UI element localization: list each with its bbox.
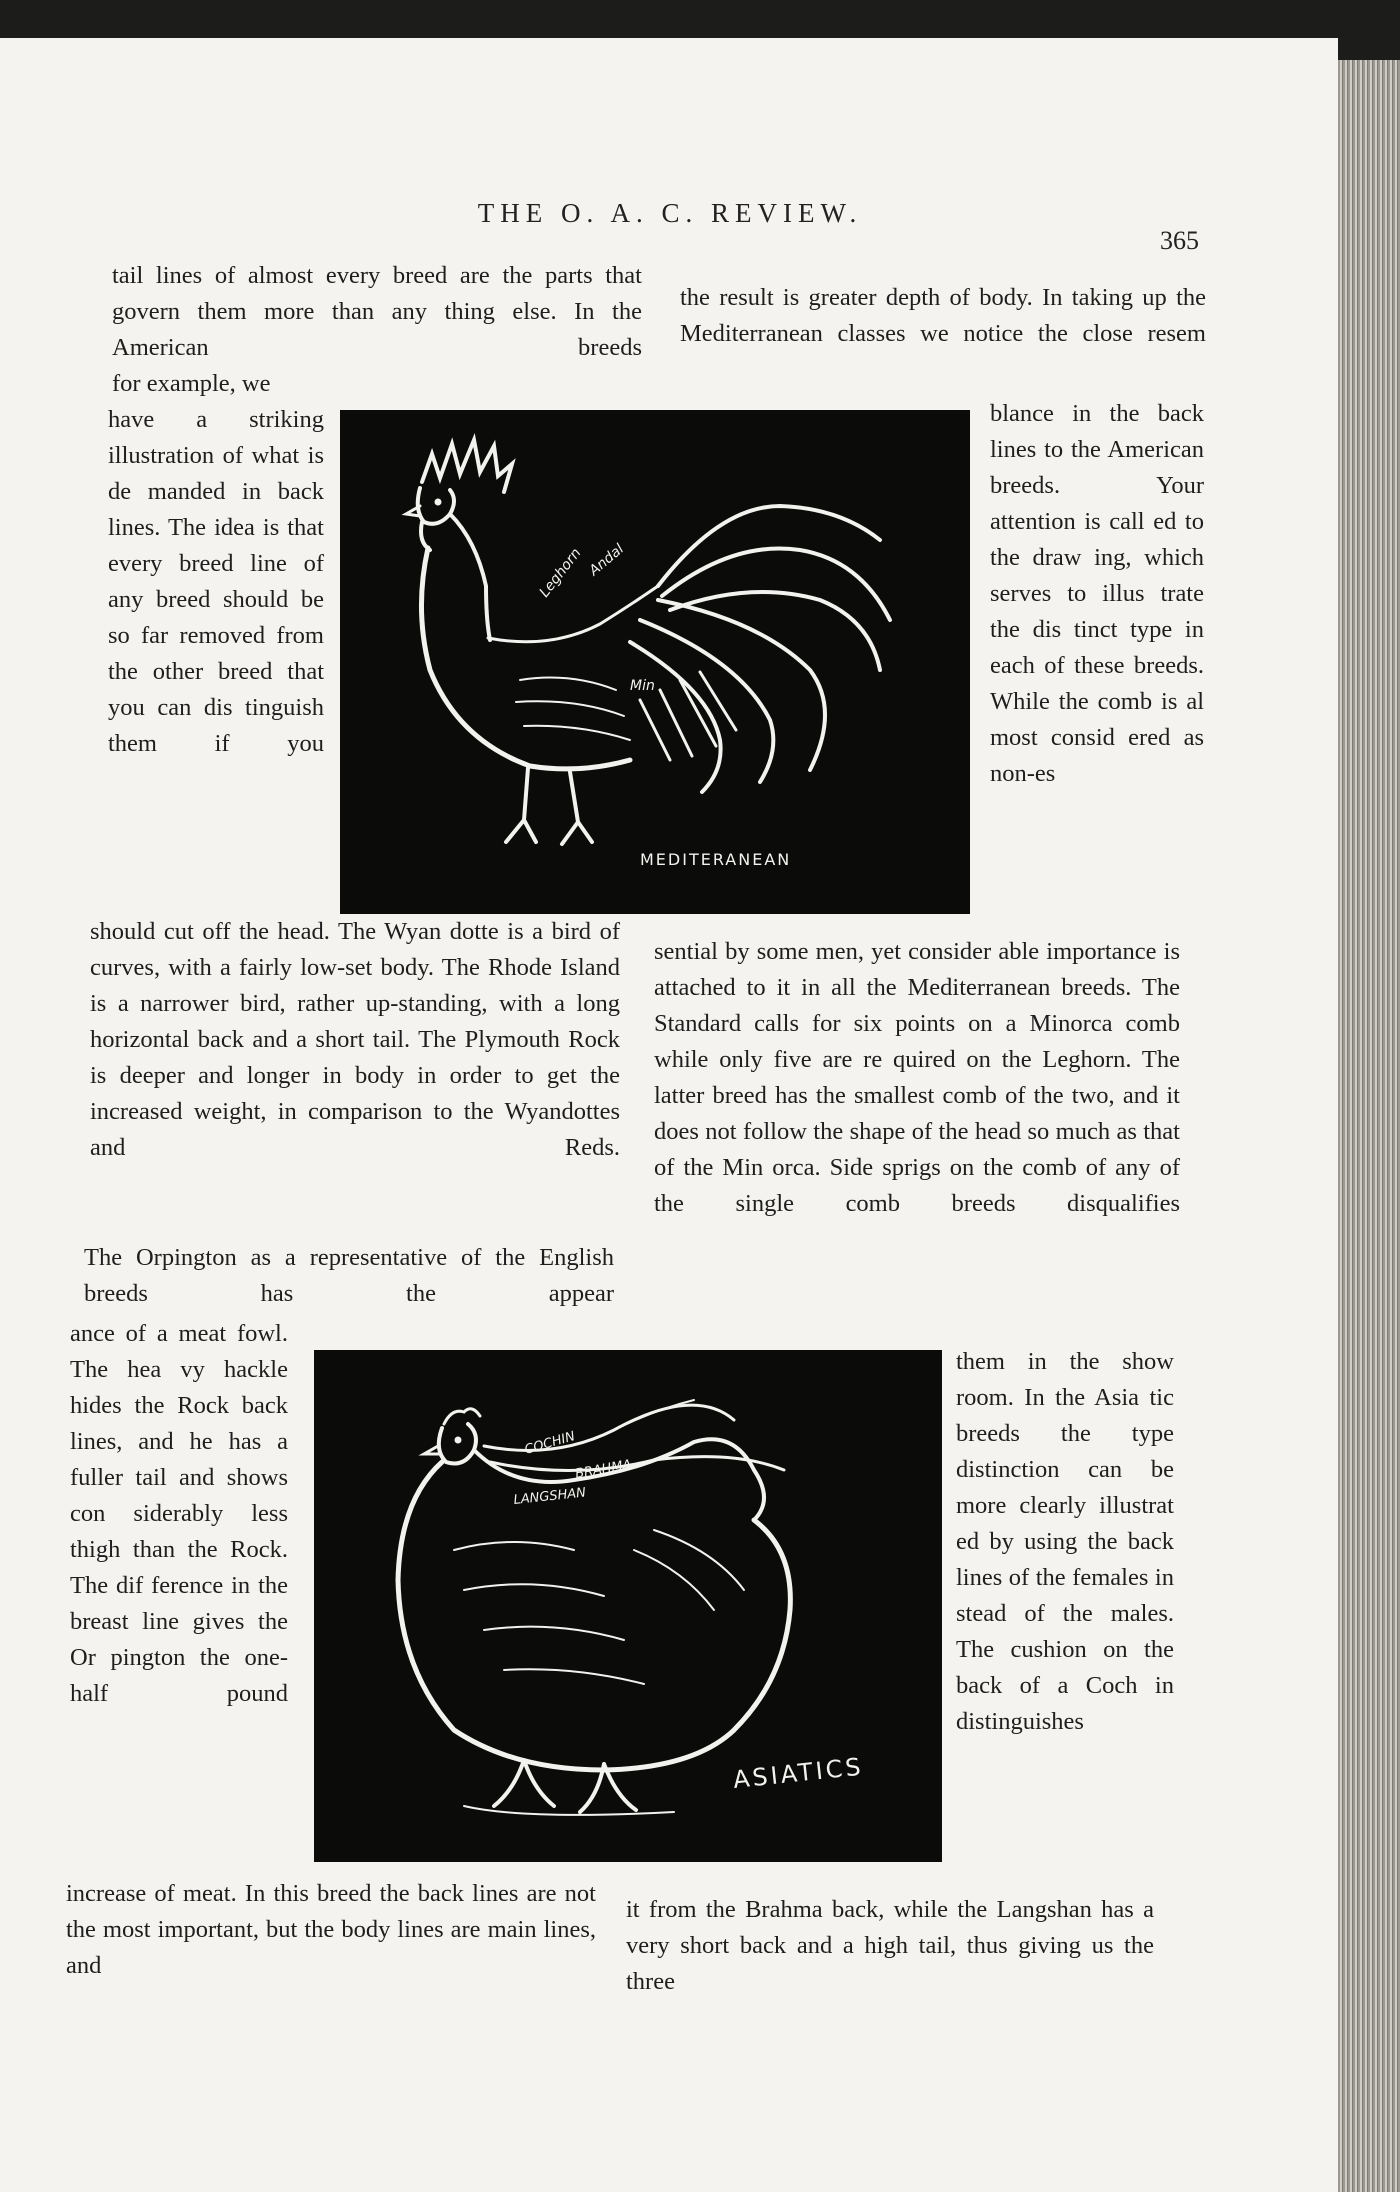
text-right-wrap-bottom: them in the show room. In the Asia tic breeds the type distinction can be more clearly illustrat ed by using the back lines of the females in stead of the males. The cushion on the back of a Coch in distinguishes	[956, 1348, 1174, 1735]
label-min-line: Min	[630, 678, 655, 694]
figure-caption-asiatics: ASIATICS	[731, 1752, 865, 1794]
text-left-wrap-top: have a striking illustration of what is de manded in back lines. The idea is that every breed line of any breed should be so far removed from the other breed that you can dis tinguish them if you	[108, 406, 324, 757]
text-left-bottom: increase of meat. In this breed the back lines are not the most important, but the body lines are main lines, and	[66, 1880, 596, 1979]
label-andal-line: Andal	[586, 541, 628, 580]
rooster-drawing	[340, 410, 970, 914]
text-right-wrap-top: blance in the back lines to the American breeds. Your attention is call ed to the draw ing, which serves to illus trate the dis tinct type in each of these breeds. While the comb is al most consid ered as non-es	[990, 400, 1204, 787]
text-right-intro: the result is greater depth of body. In taking up the Mediterranean classes we notice the close resem	[680, 284, 1206, 347]
text-right-middle: sential by some men, yet consider able importance is attached to it in all the Mediterranean breeds. The Standard calls for six points on a Minorca comb while only five are re quired on the Leghorn. The latter breed has the smallest comb of the two, and it does not follow the shape of the head so much as that of the Min orca. Side sprigs on the comb of any of the single comb breeds disqualifies	[654, 938, 1180, 1217]
label-leghorn-line: Leghorn	[536, 545, 585, 601]
running-title: THE O. A. C. REVIEW.	[477, 198, 863, 228]
hen-drawing	[314, 1350, 942, 1862]
text-left-intro-tail: for example, we	[112, 370, 271, 397]
text-right-bottom: it from the Brahma back, while the Langshan has a very short back and a high tail, thus giving us the three	[626, 1896, 1154, 1995]
page-number: 365	[1160, 226, 1199, 255]
text-left-middle: should cut off the head. The Wyan dotte is a bird of curves, with a fairly low-set body. The Rhode Island is a narrower bird, rather up-standing, with a long horizontal back and a short tail. The Plymouth Rock is deeper and longer in body in order to get the increased weight, in comparison to the Wyandottes and Reds.	[90, 918, 620, 1161]
label-langshan-line: LANGSHAN	[512, 1485, 587, 1508]
label-cochin-line: COCHIN	[522, 1429, 577, 1458]
label-brahma-line: BRAHMA	[574, 1457, 633, 1482]
figure-asiatics	[314, 1350, 942, 1862]
text-left-orpington: The Orpington as a representative of the English breeds has the appear	[84, 1244, 614, 1307]
page-stack-edge	[1338, 60, 1400, 2192]
figure-caption-mediterranean: MEDITERANEAN	[640, 850, 792, 869]
text-left-wrap-bottom: ance of a meat fowl. The hea vy hackle hides the Rock back lines, and he has a fuller tail and shows con siderably less thigh than the Rock. The dif ference in the breast line gives the Or pington the one-half pound	[70, 1320, 288, 1707]
text-left-intro: tail lines of almost every breed are the parts that govern them more than any thing else. In the American breeds	[112, 262, 642, 361]
figure-mediterranean	[340, 410, 970, 914]
